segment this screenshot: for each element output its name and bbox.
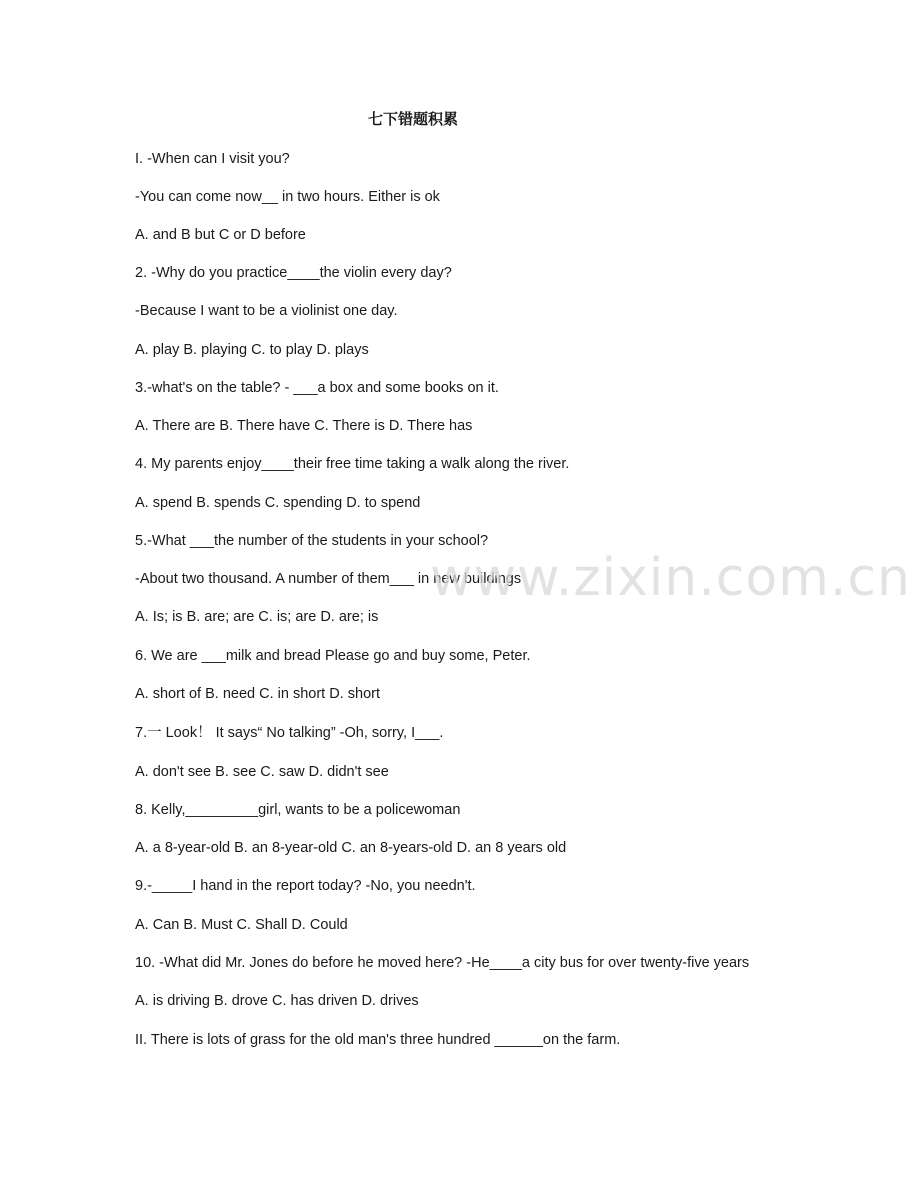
question-line: 5.-What ___the number of the students in your school? xyxy=(135,533,489,549)
options-line: A. play B. playing C. to play D. plays xyxy=(135,342,369,358)
question-line: -You can come now__ in two hours. Either is ok xyxy=(135,189,440,205)
question-line: 6. We are ___milk and bread Please go and buy some, Peter. xyxy=(135,648,531,664)
watermark: www.zixin.com.cn xyxy=(430,548,911,608)
options-line: A. don't see B. see C. saw D. didn't see xyxy=(135,764,389,780)
question-line: 9.-_____I hand in the report today? -No, you needn't. xyxy=(135,878,476,894)
options-line: A. short of B. need C. in short D. short xyxy=(135,686,380,702)
options-line: A. spend B. spends C. spending D. to spend xyxy=(135,495,421,511)
question-line: -Because I want to be a violinist one day. xyxy=(135,303,398,319)
question-line: II. There is lots of grass for the old man's three hundred ______on the farm. xyxy=(135,1032,621,1048)
page-title: 七下错题积累 xyxy=(367,111,458,128)
options-line: A. is driving B. drove C. has driven D. drives xyxy=(135,993,419,1009)
options-line: A. Can B. Must C. Shall D. Could xyxy=(135,917,348,933)
options-line: A. There are B. There have C. There is D. There has xyxy=(135,418,473,434)
question-line: 8. Kelly,_________girl, wants to be a policewoman xyxy=(135,802,461,818)
question-line: 4. My parents enjoy____their free time taking a walk along the river. xyxy=(135,456,570,472)
question-line: 2. -Why do you practice____the violin every day? xyxy=(135,265,452,281)
question-line: -About two thousand. A number of them___ in new buildings xyxy=(135,571,522,587)
question-line: 10. -What did Mr. Jones do before he moved here? -He____a city bus for over twenty-five years xyxy=(135,955,750,971)
options-line: A. and B but C or D before xyxy=(135,227,306,243)
question-line: 7.一 Look！ It says“ No talking” -Oh, sorry, I___. xyxy=(135,725,444,741)
options-line: A. Is; is B. are; are C. is; are D. are; is xyxy=(135,609,379,625)
question-line: 3.-what's on the table? - ___a box and some books on it. xyxy=(135,380,499,396)
options-line: A. a 8-year-old B. an 8-year-old C. an 8-years-old D. an 8 years old xyxy=(135,840,567,856)
question-line: I. -When can I visit you? xyxy=(135,151,290,167)
